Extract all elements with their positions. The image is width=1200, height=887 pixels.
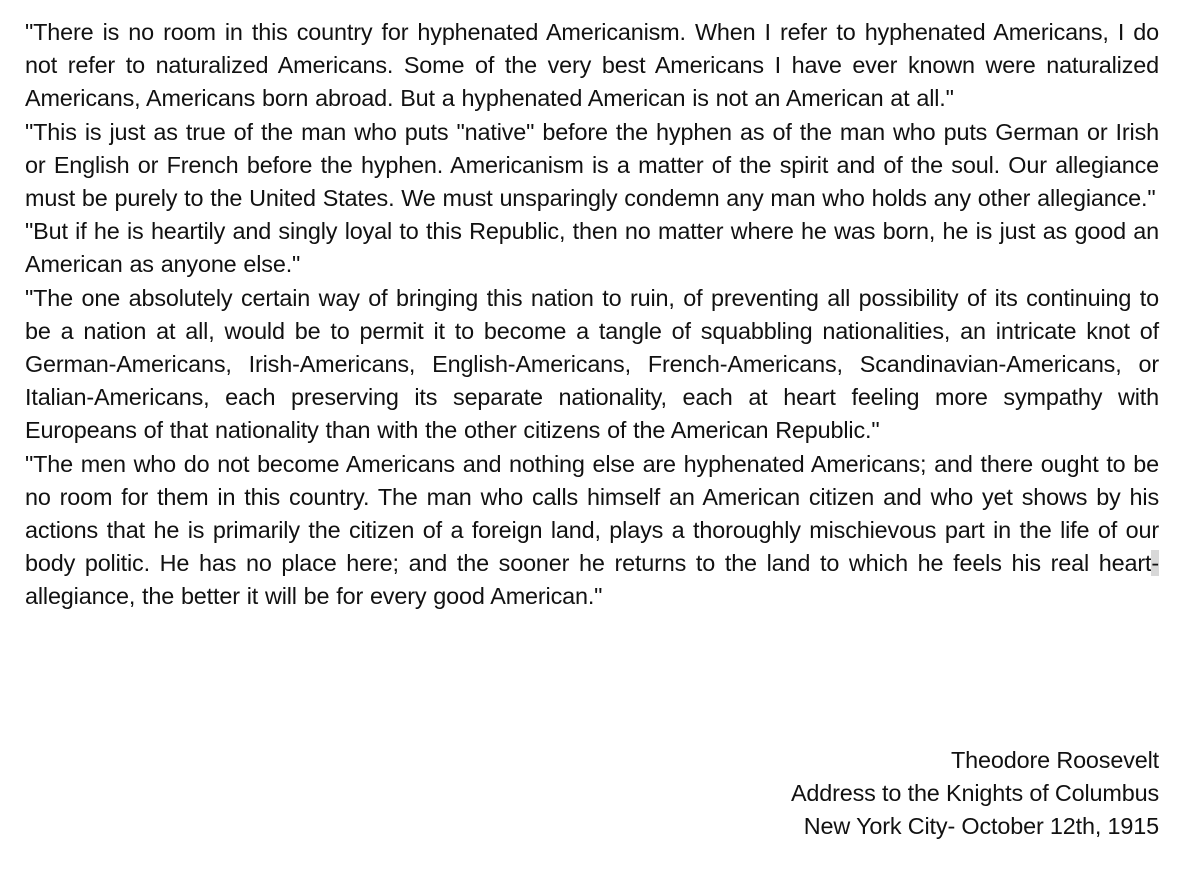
quote-paragraph-5-text-before: "The men who do not become Americans and nothing else are hyphenated Americans; and there ought to be no room for them in this country. The man who calls himself an American citizen and who yet shows by his actions that he is primarily the citizen of a foreign land, plays a thoroughly mischievous part in the life of our body politic. He has no place here; and the sooner he returns to the land to which he feels his real heart xyxy=(25,450,1159,577)
quote-paragraph-2: "This is just as true of the man who puts "native" before the hyphen as of the man who puts German or Irish or English or French before the hyphen. Americanism is a matter of the spirit and of the soul. Our allegiance must be purely to the United States. We must unsparingly condemn any man who holds any other allegiance." xyxy=(25,118,1159,212)
quote-paragraph-3: "But if he is heartily and singly loyal to this Republic, then no matter where he was born, he is just as good an American as anyone else." xyxy=(25,218,1159,278)
quote-paragraph-4: "The one absolutely certain way of bringing this nation to ruin, of preventing all possibility of its continuing to be a nation at all, would be to permit it to become a tangle of squabbling nationalities, an intricate knot of German-Americans, Irish-Americans, English-Americans, French-Americans, Scandinavian-Americans, or Italian-Americans, each preserving its separate nationality, each at heart feeling more sympathy with Europeans of that nationality than with the other citizens of the American Republic." xyxy=(25,284,1159,444)
quote-paragraph-1: "There is no room in this country for hyphenated Americanism. When I refer to hyphenated Americans, I do not refer to naturalized Americans. Some of the very best Americans I have ever known were naturalized Americans, Americans born abroad. But a hyphenated American is not an American at all." xyxy=(25,19,1159,112)
quote-paragraph-5 xyxy=(25,448,1159,614)
quote-paragraph-5-text-after: allegiance, the better it will be for every good American." xyxy=(25,583,603,610)
attribution-author: Theodore Roosevelt xyxy=(951,747,1159,773)
text-selection-highlight[interactable]: - xyxy=(1151,550,1159,577)
attribution-place-date: New York City- October 12th, 1915 xyxy=(803,813,1159,840)
attribution-event: Address to the Knights of Columbus xyxy=(790,780,1159,807)
document-body xyxy=(25,16,1159,614)
attribution-block xyxy=(791,744,1159,844)
